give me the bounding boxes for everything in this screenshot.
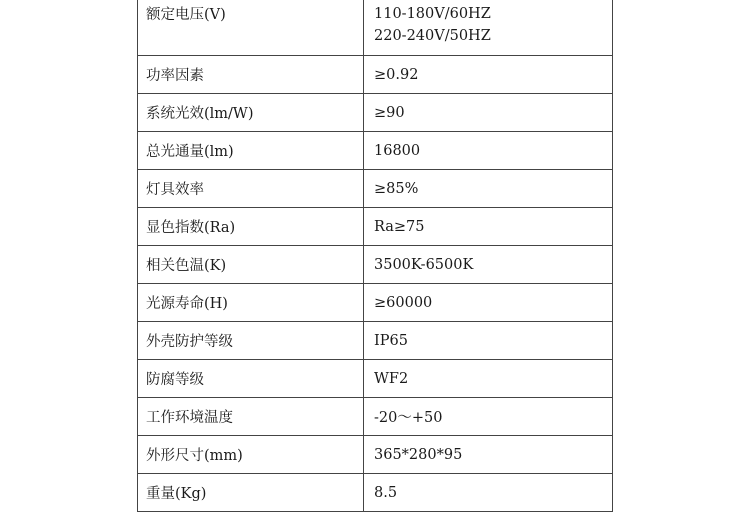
row-label: 工作环境温度 xyxy=(138,398,364,436)
table-row-system-efficacy xyxy=(138,94,613,132)
table-row-color-rendering xyxy=(138,208,613,246)
row-value: 16800 xyxy=(364,132,613,170)
row-value: 8.5 xyxy=(364,474,613,512)
row-label: 系统光效(lm/W) xyxy=(138,94,364,132)
row-label: 外形尺寸(mm) xyxy=(138,436,364,474)
row-label: 显色指数(Ra) xyxy=(138,208,364,246)
row-value-line: 220-240V/50HZ xyxy=(374,28,491,44)
table-row-operating-temperature xyxy=(138,398,613,436)
row-label: 相关色温(K) xyxy=(138,246,364,284)
table-row-color-temperature xyxy=(138,246,613,284)
row-label: 功率因素 xyxy=(138,56,364,94)
table-row-rated-voltage xyxy=(138,0,613,56)
row-value: ≥90 xyxy=(364,94,613,132)
row-value: ≥85% xyxy=(364,170,613,208)
row-label: 防腐等级 xyxy=(138,360,364,398)
row-value xyxy=(364,0,613,56)
row-label: 总光通量(lm) xyxy=(138,132,364,170)
row-label: 灯具效率 xyxy=(138,170,364,208)
row-value: WF2 xyxy=(364,360,613,398)
row-value: 3500K-6500K xyxy=(364,246,613,284)
table-row-ingress-protection xyxy=(138,322,613,360)
table-row-dimensions xyxy=(138,436,613,474)
row-label: 重量(Kg) xyxy=(138,474,364,512)
row-value: -20～+50 xyxy=(364,398,613,436)
row-value: IP65 xyxy=(364,322,613,360)
table-row-luminous-flux xyxy=(138,132,613,170)
row-value: Ra≥75 xyxy=(364,208,613,246)
row-value: ≥0.92 xyxy=(364,56,613,94)
row-value: ≥60000 xyxy=(364,284,613,322)
row-value-line: 110-180V/60HZ xyxy=(374,6,491,22)
table-row-weight xyxy=(138,474,613,512)
table-row-lamp-life xyxy=(138,284,613,322)
row-value: 365*280*95 xyxy=(364,436,613,474)
row-label: 光源寿命(H) xyxy=(138,284,364,322)
table-row-luminaire-efficiency xyxy=(138,170,613,208)
row-label: 外壳防护等级 xyxy=(138,322,364,360)
table-row-anticorrosion xyxy=(138,360,613,398)
table-row-power-factor xyxy=(138,56,613,94)
spec-table xyxy=(137,0,613,512)
row-label: 额定电压(V) xyxy=(138,0,364,56)
